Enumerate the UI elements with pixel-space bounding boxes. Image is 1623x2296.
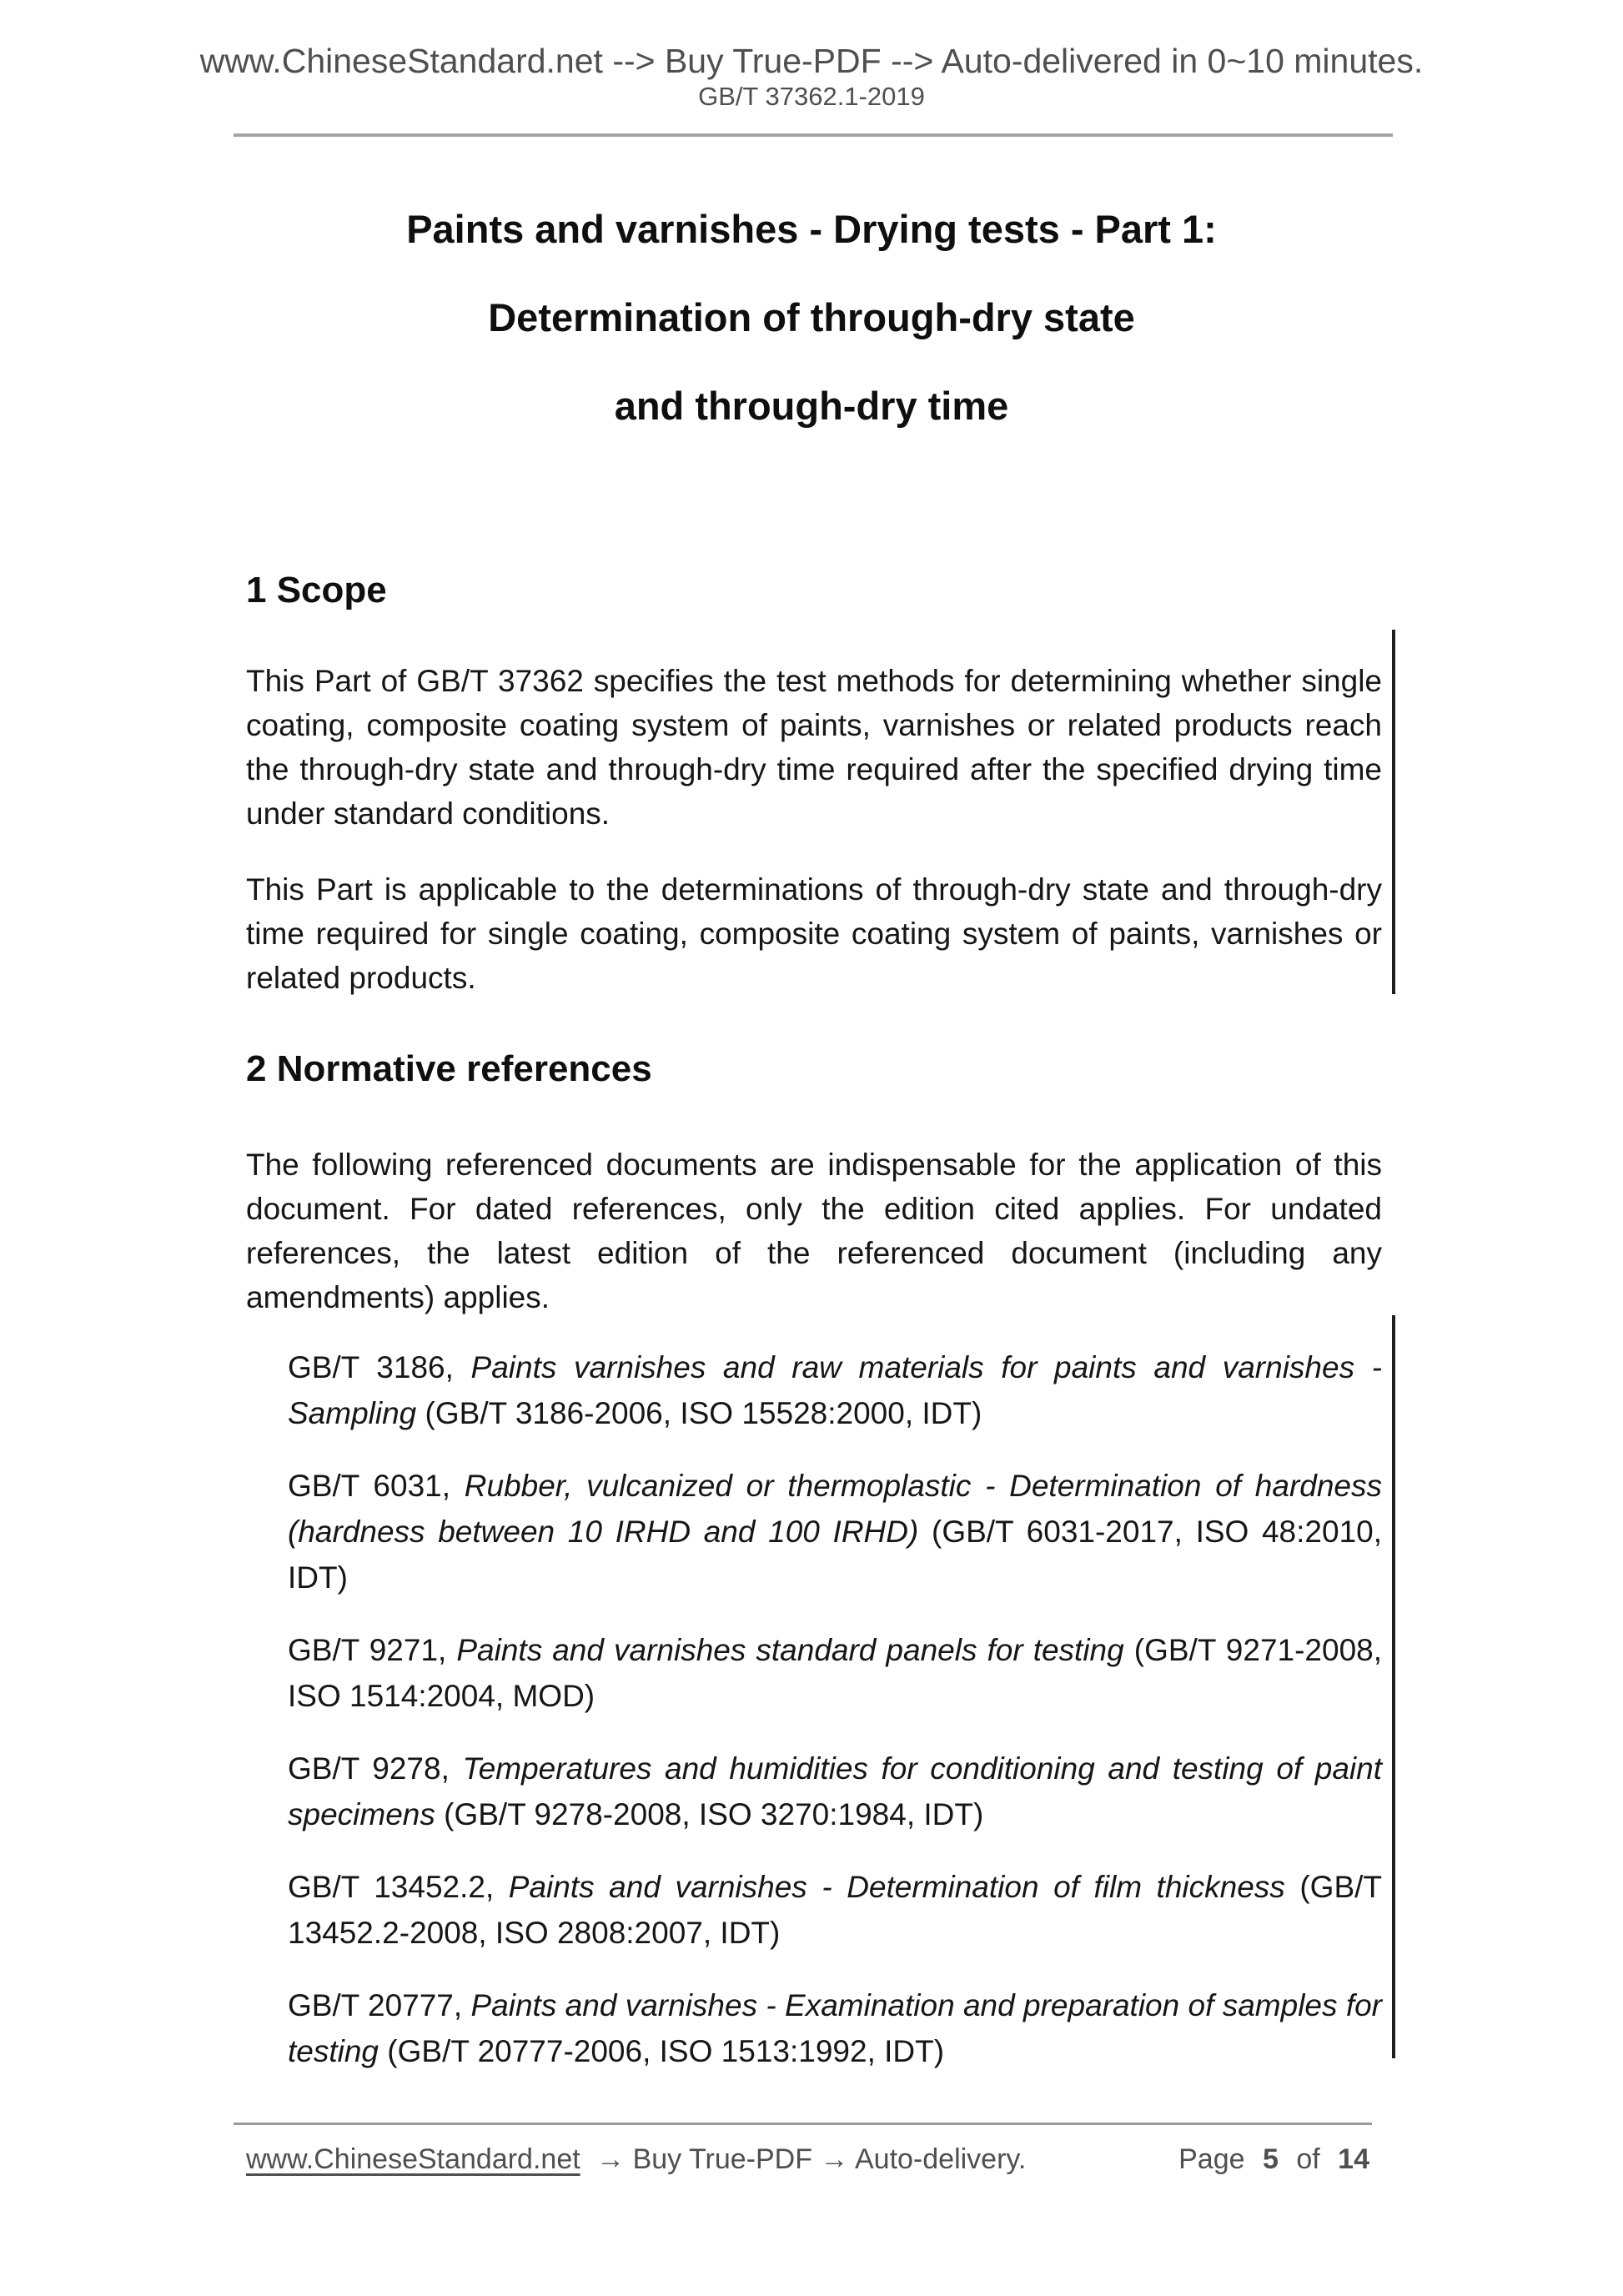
title-line-2: Determination of through-dry state: [488, 295, 1135, 339]
reference-code: GB/T 9278,: [288, 1751, 450, 1786]
footer: [246, 2143, 1382, 2176]
footer-tagline: → Buy True-PDF → Auto-delivery.: [596, 2143, 1027, 2175]
header-rule: [234, 133, 1393, 137]
reference-item: [288, 1864, 1382, 1956]
reference-code: GB/T 9271,: [288, 1633, 447, 1667]
change-bar-references: [1392, 1315, 1395, 2058]
footer-site-link[interactable]: www.ChineseStandard.net: [246, 2143, 580, 2175]
page-word: Page: [1178, 2143, 1245, 2175]
footer-rule: [234, 2123, 1372, 2125]
reference-title: Paints varnishes and raw materials for paints and varnishes - Sampling: [288, 1350, 1383, 1430]
title-line-3: and through-dry time: [614, 384, 1009, 428]
reference-title: Rubber, vulcanized or thermoplastic - Determination of hardness (hardness between 10 IRHD and 100 IRHD): [288, 1469, 1383, 1549]
reference-detail: (GB/T 20777-2006, ISO 1513:1992, IDT): [387, 2034, 945, 2068]
reference-title: Paints and varnishes standard panels for testing: [456, 1633, 1124, 1667]
title-line-1: Paints and varnishes - Drying tests - Part 1:: [406, 207, 1217, 251]
normative-intro-paragraph: The following referenced documents are indispensable for the application of this document. For dated references, only the edition cited applies. For undated references, the latest edition of the referenced document (including any amendments) applies.: [246, 1148, 1382, 1314]
reference-item: [288, 1627, 1382, 1719]
reference-title: Paints and varnishes - Examination and preparation of samples for testing: [288, 1988, 1382, 2068]
reference-code: GB/T 6031,: [288, 1469, 451, 1503]
normative-reference-list: [288, 1344, 1382, 2101]
reference-code: GB/T 3186,: [288, 1350, 454, 1384]
scope-paragraph-1: This Part of GB/T 37362 specifies the test methods for determining whether single coating, composite coating system of paints, varnishes or related products reach the through-dry state and through-dry time required after the specified drying time under standard conditions.: [246, 664, 1382, 831]
reference-code: GB/T 13452.2,: [288, 1870, 495, 1904]
reference-item: [288, 1746, 1382, 1837]
reference-title: Paints and varnishes - Determination of film thickness: [508, 1870, 1285, 1904]
scope-paragraph-2: This Part is applicable to the determinations of through-dry state and through-dry time required for single coating, composite coating system of paints, varnishes or related products.: [246, 872, 1382, 995]
reference-code: GB/T 20777,: [288, 1988, 463, 2022]
section-heading-normative-references: 2 Normative references: [246, 1048, 652, 1089]
page-indicator: [1178, 2143, 1369, 2176]
reference-item: [288, 1982, 1382, 2074]
reference-detail: (GB/T 9271-2008, ISO 1514:2004, MOD): [288, 1633, 1383, 1713]
header-doc-code: GB/T 37362.1-2019: [698, 82, 925, 111]
page-total: 14: [1338, 2143, 1369, 2175]
section-heading-scope: 1 Scope: [246, 570, 387, 610]
reference-detail: (GB/T 13452.2-2008, ISO 2808:2007, IDT): [288, 1870, 1383, 1950]
header-banner: www.ChineseStandard.net --> Buy True-PDF --> Auto-delivered in 0~10 minutes.: [199, 42, 1424, 80]
reference-item: [288, 1463, 1382, 1600]
document-title: [0, 185, 1623, 450]
page-current: 5: [1262, 2143, 1279, 2175]
reference-detail: (GB/T 9278-2008, ISO 3270:1984, IDT): [444, 1797, 984, 1831]
reference-detail: (GB/T 6031-2017, ISO 48:2010, IDT): [288, 1515, 1383, 1595]
of-word: of: [1296, 2143, 1320, 2175]
reference-title: Temperatures and humidities for conditioning and testing of paint specimens: [288, 1751, 1383, 1831]
change-bar-scope: [1392, 630, 1395, 994]
reference-item: [288, 1344, 1382, 1436]
footer-left: [246, 2143, 1026, 2176]
reference-detail: (GB/T 3186-2006, ISO 15528:2000, IDT): [425, 1396, 982, 1430]
